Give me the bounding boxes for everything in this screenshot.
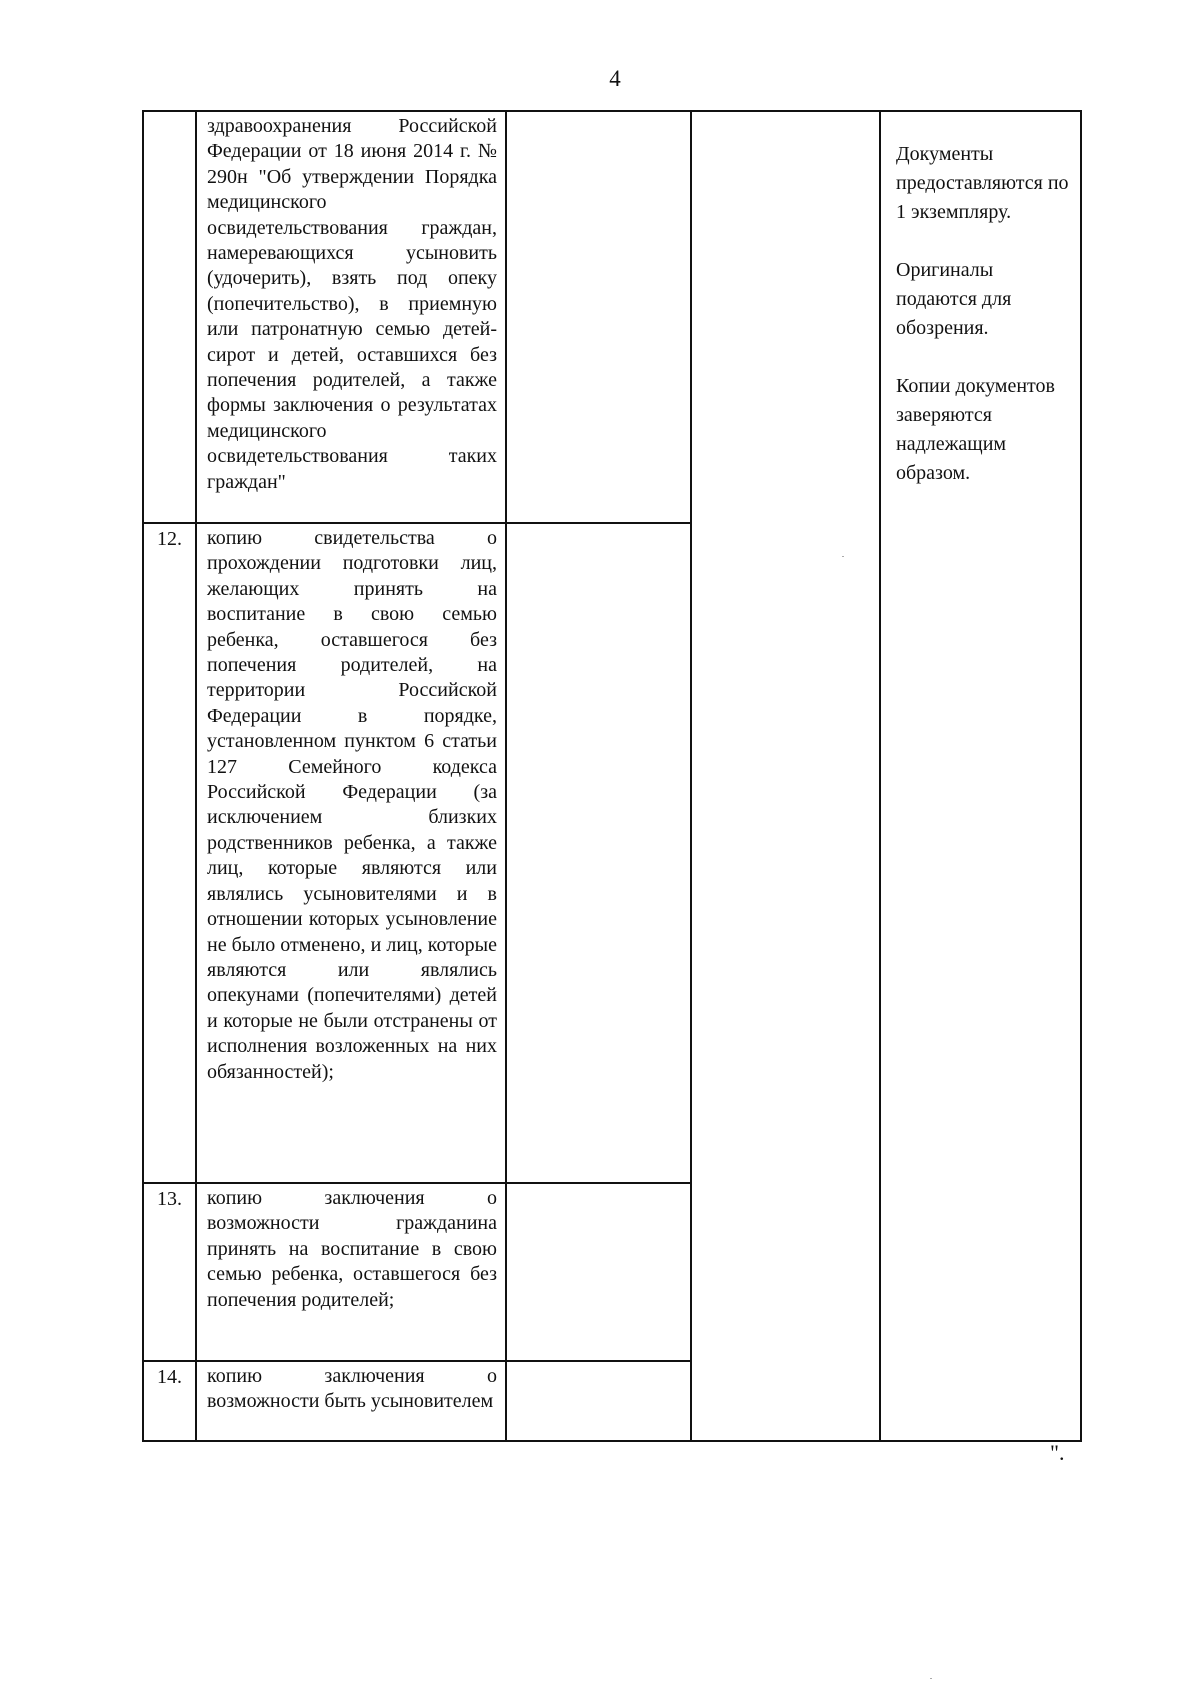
notes-cell xyxy=(880,111,1081,1441)
note-paragraph: Копии документов заверяются надлежащим образом. xyxy=(896,375,1055,484)
empty-cell xyxy=(506,111,691,523)
closing-quote: ". xyxy=(1050,1440,1065,1465)
row-text-content: копию заключения о возможности гражданина принять на воспитание в свою семью ребенка, оставшегося без попечения родителей; xyxy=(207,1187,497,1311)
empty-cell xyxy=(506,1183,691,1361)
row-text-content: здравоохранения Российской Федерации от 18 июня 2014 г. № 290н "Об утверждении Порядка медицинского освидетельствования граждан, намеревающихся усыновить (удочерить), взять под опеку (попечительство), в приемную или патронатную семью детей-сирот и детей, оставшихся без попечения родителей, а также формы заключения о результатах медицинского освидетельствования таких граждан" xyxy=(207,115,497,493)
note-paragraph: Оригиналы подаются для обозрения. xyxy=(896,259,1012,339)
row-text xyxy=(196,1361,506,1441)
empty-cell xyxy=(506,523,691,1183)
documents-table xyxy=(142,110,1080,1442)
row-number: 12. xyxy=(143,523,196,1183)
note-paragraph: Документы предоставляются по 1 экземпляру. xyxy=(896,143,1069,223)
page-number: 4 xyxy=(609,66,621,91)
row-number xyxy=(143,111,196,523)
row-number: 13. xyxy=(143,1183,196,1361)
row-text-content: копию заключения о возможности быть усыновителем xyxy=(207,1365,497,1413)
row-number: 14. xyxy=(143,1361,196,1441)
empty-cell xyxy=(506,1361,691,1441)
empty-cell-merged xyxy=(691,111,880,1441)
table-row xyxy=(143,111,1081,523)
row-text xyxy=(196,111,506,523)
row-text-content: копию свидетельства о прохождении подготовки лиц, желающих принять на воспитание в свою семью ребенка, оставшегося без попечения родителей, на территории Российской Федерации в порядке, установленном пунктом 6 статьи 127 Семейного кодекса Российской Федерации (за исключением близких родственников ребенка, а также лиц, которые являются или являлись усыновителями и в отношении которых усыновление не было отменено, и лиц, которые являются или являлись опекунами (попечителями) детей и которые не были отстранены от исполнения возложенных на них обязанностей); xyxy=(207,527,497,1083)
row-text xyxy=(196,523,506,1183)
scan-speck xyxy=(930,1678,932,1679)
row-text xyxy=(196,1183,506,1361)
scan-speck xyxy=(842,556,844,557)
